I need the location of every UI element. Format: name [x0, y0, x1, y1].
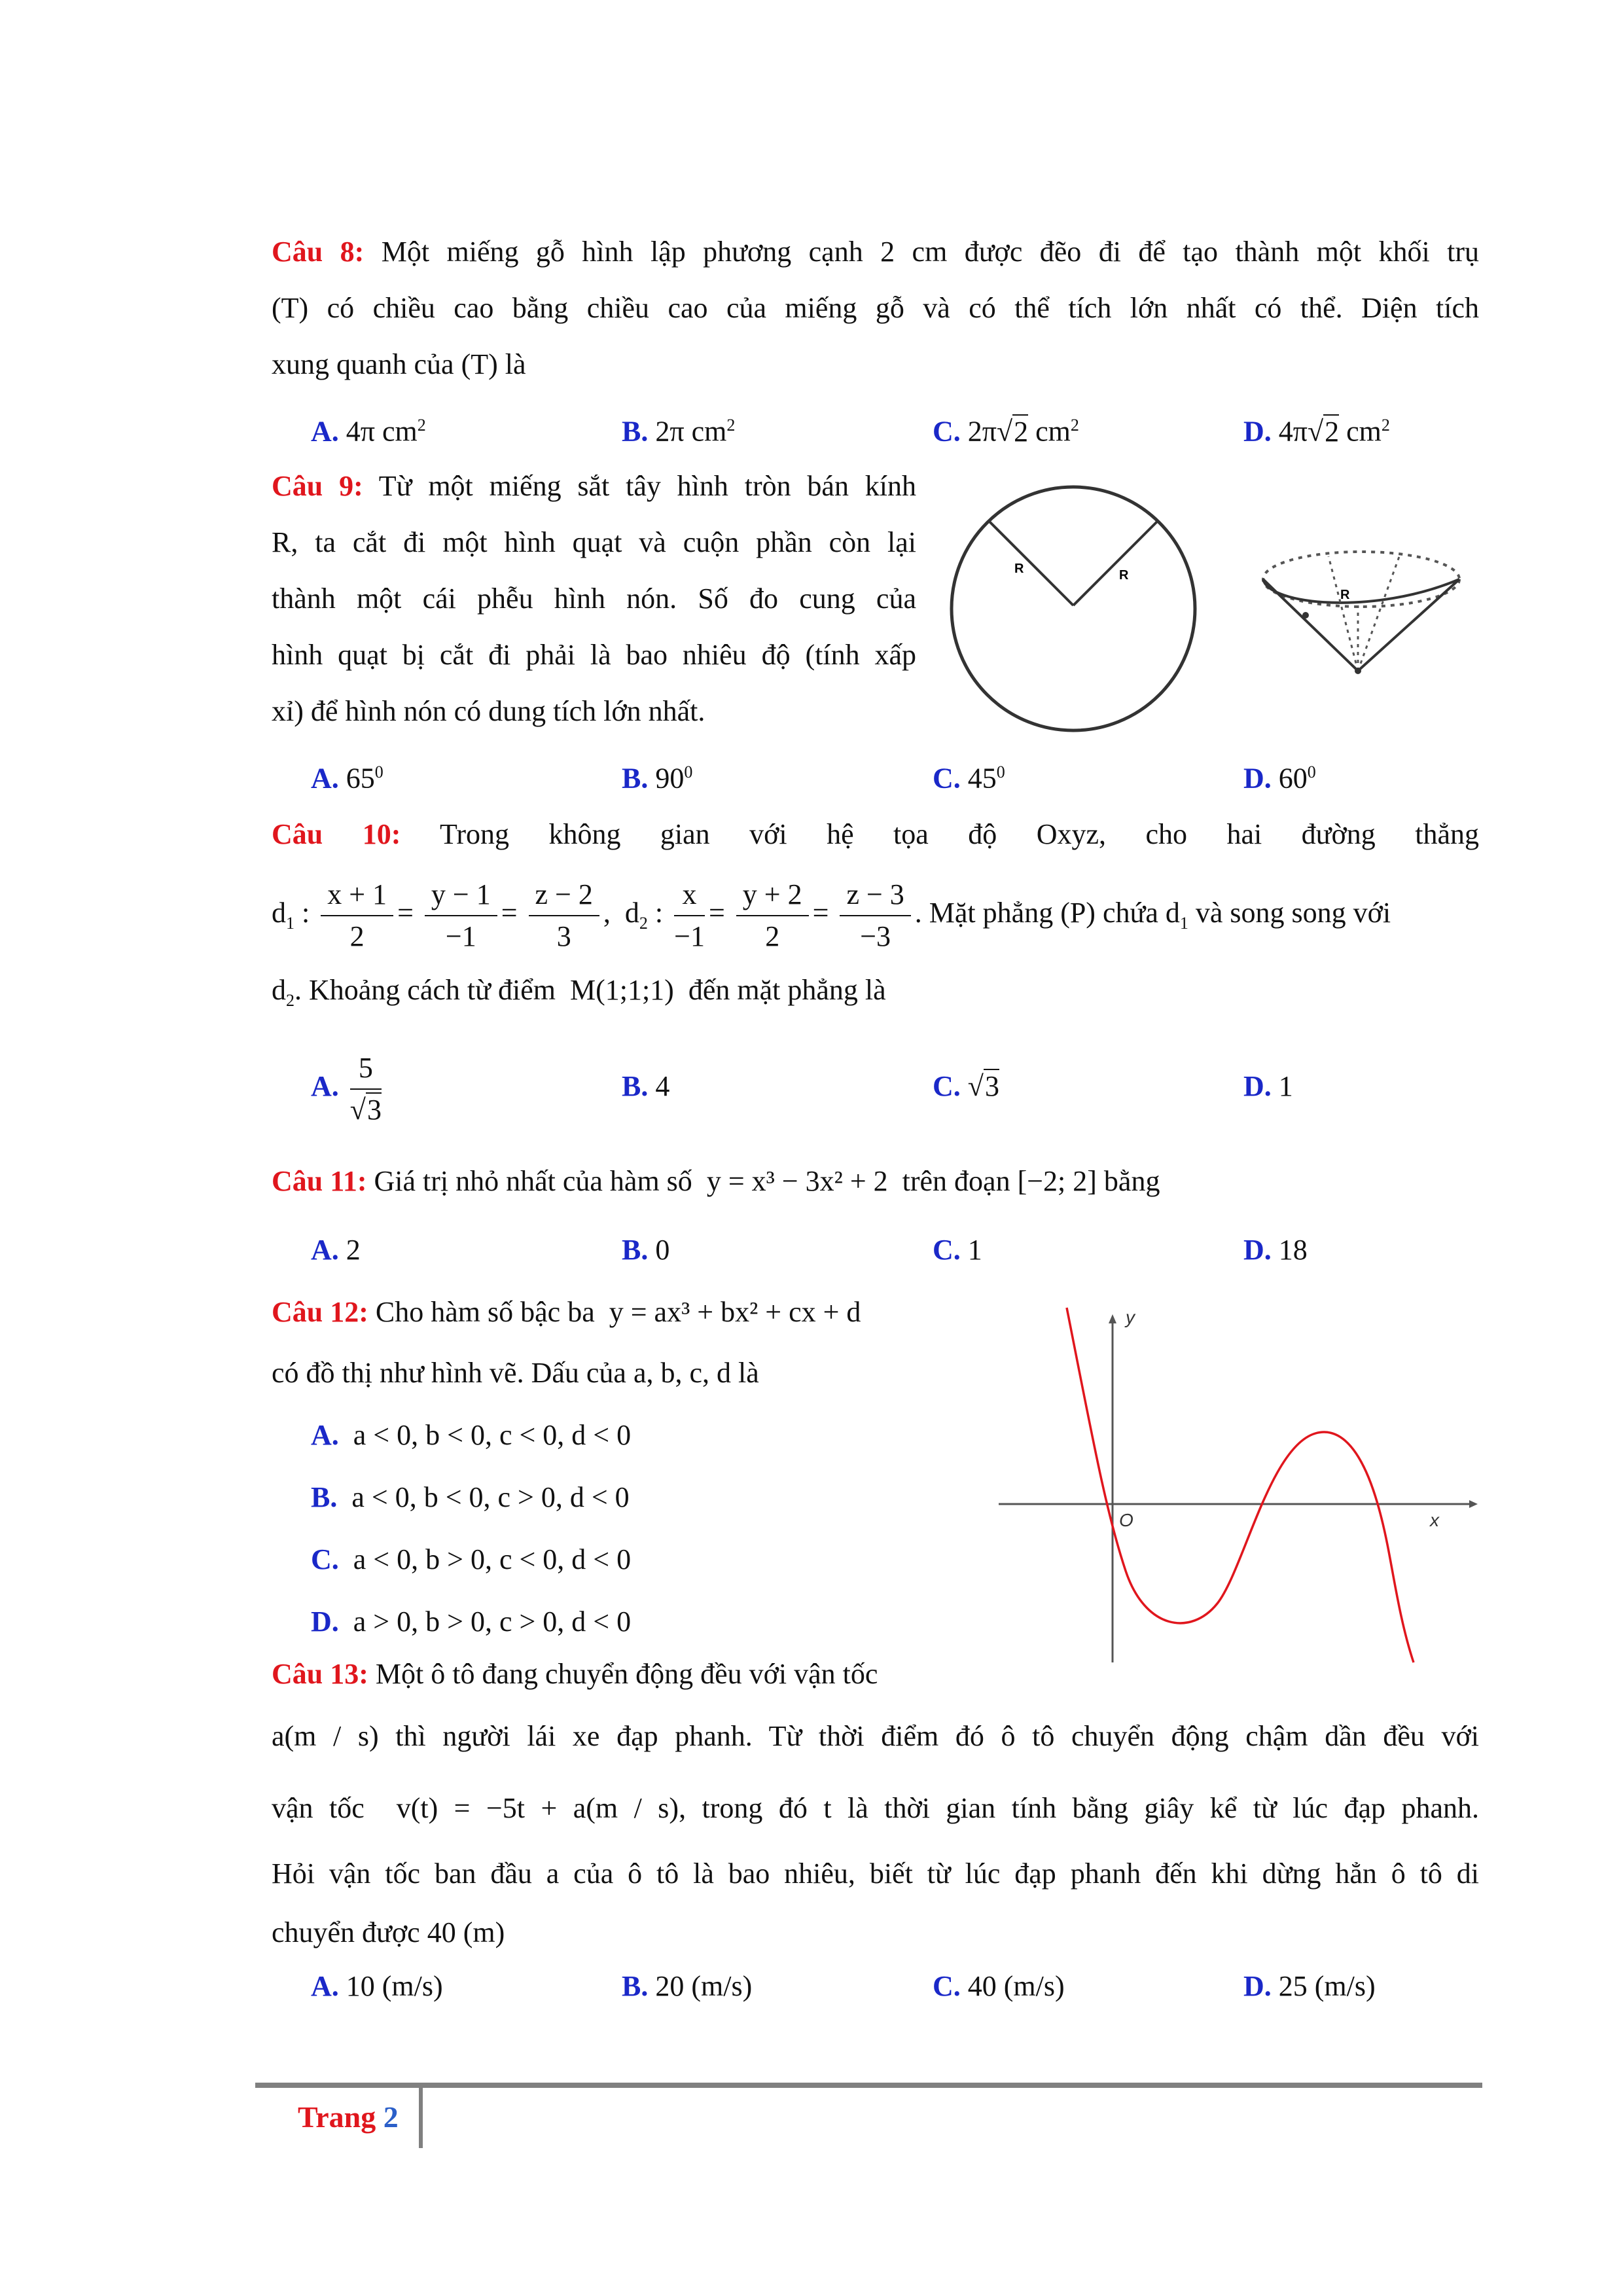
q13-options — [272, 1957, 1479, 2016]
footer-label: Trang — [298, 2100, 376, 2134]
footer-rule — [255, 2083, 1482, 2088]
q9-line-3: thành một cái phễu hình nón. Số đo cung của — [272, 583, 916, 615]
q11-option-b[interactable]: B. 0 — [622, 1234, 670, 1266]
q10-line-1: Câu 10: Trong không gian với hệ tọa độ Oxyz, cho hai đường thẳng — [272, 818, 1479, 850]
q9-label-r1: R — [1014, 562, 1024, 576]
q10-line-3: $d_2$. Khoảng cách từ điểm M(1;1;1) đến mặt phẳng là — [272, 974, 886, 1010]
q8-line-2: (T) có chiều cao bằng chiều cao của miếng gỗ và có thể tích lớn nhất có thể. Diện tích — [272, 292, 1479, 324]
q10-frac-1: $\frac{x + 1}{2}$ — [321, 874, 393, 957]
q12-option-b[interactable]: B. a < 0, b < 0, c > 0, d < 0 — [311, 1481, 630, 1513]
q11-option-d[interactable]: D. 18 — [1243, 1234, 1308, 1266]
q9-label-r2: R — [1119, 568, 1129, 583]
q9-circle — [952, 487, 1195, 730]
q11-label: Câu 11: — [272, 1165, 367, 1197]
q11-options — [272, 1221, 1479, 1280]
q10-label: Câu 10: — [272, 818, 401, 850]
q13-label: Câu 13: — [272, 1658, 368, 1690]
q10-frac-4: $\frac{x}{-1}$ — [674, 874, 705, 957]
q12-axis-y-label: y — [1126, 1307, 1135, 1327]
q9-cone-side-right — [1358, 579, 1459, 671]
q8-option-c[interactable]: C. 2π√2 $cm^2$ — [933, 415, 1079, 448]
q9-line-1: Câu 9: Từ một miếng sắt tây hình tròn bán kính — [272, 470, 917, 502]
q8-label: Câu 8: — [272, 236, 365, 268]
q8-line-1 — [272, 224, 1479, 280]
q8-option-a[interactable]: A. 4π $cm^2$ — [311, 415, 426, 448]
q10-frac-6: $\frac{z - 3}{-3}$ — [840, 874, 910, 957]
q10-options — [272, 1041, 1479, 1132]
q12-option-d[interactable]: D. a > 0, b > 0, c > 0, d < 0 — [311, 1605, 632, 1638]
q13-option-d[interactable]: D. 25 (m/s) — [1243, 1970, 1376, 2002]
q9-cone-slant-1 — [1329, 556, 1358, 671]
q12-axis-x-label: x — [1430, 1510, 1439, 1530]
q12-label: Câu 12: — [272, 1296, 368, 1328]
q9-line-5: xỉ) để hình nón có dung tích lớn nhất. — [272, 695, 705, 727]
q12-line-2: có đồ thị như hình vẽ. Dấu của a, b, c, d là — [272, 1357, 759, 1389]
q9-radius-right — [1073, 522, 1157, 605]
q9-line-2: R, ta cắt đi một hình quạt và cuộn phần còn lại — [272, 526, 916, 558]
q9-option-a[interactable]: A. $65^0$ — [311, 762, 383, 795]
q11-option-c[interactable]: C. 1 — [933, 1234, 982, 1266]
page-footer — [298, 2088, 399, 2147]
q9-figure — [929, 475, 1492, 749]
q12-line-1: Câu 12: Cho hàm số bậc ba y = ax³ + bx² + cx + d — [272, 1296, 861, 1328]
q12-x-arrow — [1469, 1500, 1478, 1508]
q12-option-c[interactable]: C. a < 0, b > 0, c < 0, d < 0 — [311, 1543, 632, 1575]
q10-option-c[interactable]: C. √3 — [933, 1070, 999, 1102]
q9-label-r3: R — [1340, 588, 1350, 602]
q12-graph — [995, 1296, 1479, 1669]
q9-radius-left — [990, 522, 1073, 605]
q10-frac-5: $\frac{y + 2}{2}$ — [736, 874, 809, 957]
q8-options — [272, 396, 1479, 455]
q9-option-b[interactable]: B. $90^0$ — [622, 762, 693, 795]
q11-line-1: Câu 11: Giá trị nhỏ nhất của hàm số y = x³ − 3x² + 2 trên đoạn [−2; 2] bằng — [272, 1165, 1160, 1197]
q8-text-1: Một miếng gỗ hình lập phương cạnh 2 cm được đẽo đi để tạo thành một khối trụ — [364, 236, 1480, 268]
q12-origin-label: O — [1119, 1510, 1133, 1530]
q11-option-a[interactable]: A. 2 — [311, 1234, 361, 1266]
q12-option-a[interactable]: A. a < 0, b < 0, c < 0, d < 0 — [311, 1419, 632, 1451]
q13-option-a[interactable]: A. 10 (m/s) — [311, 1970, 443, 2002]
q9-option-d[interactable]: D. $60^0$ — [1243, 762, 1316, 795]
q8-option-b[interactable]: B. 2π $cm^2$ — [622, 415, 736, 448]
q10-option-a[interactable]: A. $\frac{5}{√3}$ — [311, 1041, 385, 1132]
q13-option-b[interactable]: B. 20 (m/s) — [622, 1970, 753, 2002]
q12-curve — [1067, 1308, 1414, 1662]
q8-option-d[interactable]: D. 4π√2 $cm^2$ — [1243, 415, 1390, 448]
q10-frac-3: $\frac{z - 2}{3}$ — [529, 874, 599, 957]
q9-line-4: hình quạt bị cắt đi phải là bao nhiêu độ (tính xấp — [272, 639, 916, 671]
q8-line-3: xung quanh của (T) là — [272, 348, 526, 380]
page-number: 2 — [383, 2100, 399, 2134]
q10-frac-2: $\frac{y - 1}{-1}$ — [425, 874, 497, 957]
q12-y-arrow — [1109, 1314, 1116, 1323]
q13-line-5: chuyển được 40 (m) — [272, 1916, 505, 1948]
q13-line-3: vận tốc v(t) = −5t + a(m / s), trong đó t là thời gian tính bằng giây kể từ lúc đạp phanh. — [272, 1792, 1479, 1824]
q13-line-4: Hỏi vận tốc ban đầu a của ô tô là bao nhiêu, biết từ lúc đạp phanh đến khi dừng hẳn ô tô di — [272, 1857, 1479, 1890]
q10-option-b[interactable]: B. 4 — [622, 1070, 670, 1102]
q13-line-2: a(m / s) thì người lái xe đạp phanh. Từ thời điểm đó ô tô chuyển động chậm dần đều với — [272, 1720, 1479, 1752]
q11-function: y = x³ − 3x² + 2 — [706, 1165, 888, 1197]
q13-option-c[interactable]: C. 40 (m/s) — [933, 1970, 1065, 2002]
q10-option-d[interactable]: D. 1 — [1243, 1070, 1293, 1102]
footer-divider — [419, 2083, 423, 2148]
q13-line-1: Câu 13: Một ô tô đang chuyển động đều với vận tốc — [272, 1658, 878, 1690]
q9-option-c[interactable]: C. $45^0$ — [933, 762, 1005, 795]
q10-line-2: $d_1$ : $\frac{x + 1}{2}$ = $\frac{y - 1}{-1}$ = $\frac{z - 2}{3}$ , $d_2$ : $\frac{x}{-1}$ = $\frac{y + 2}{2}$ = $\frac{z - 3}{-3}$ . Mặt phẳng (P) chứa $d_1$ và song song với — [272, 867, 1479, 969]
q9-options — [272, 743, 1479, 802]
q9-label: Câu 9: — [272, 470, 363, 502]
